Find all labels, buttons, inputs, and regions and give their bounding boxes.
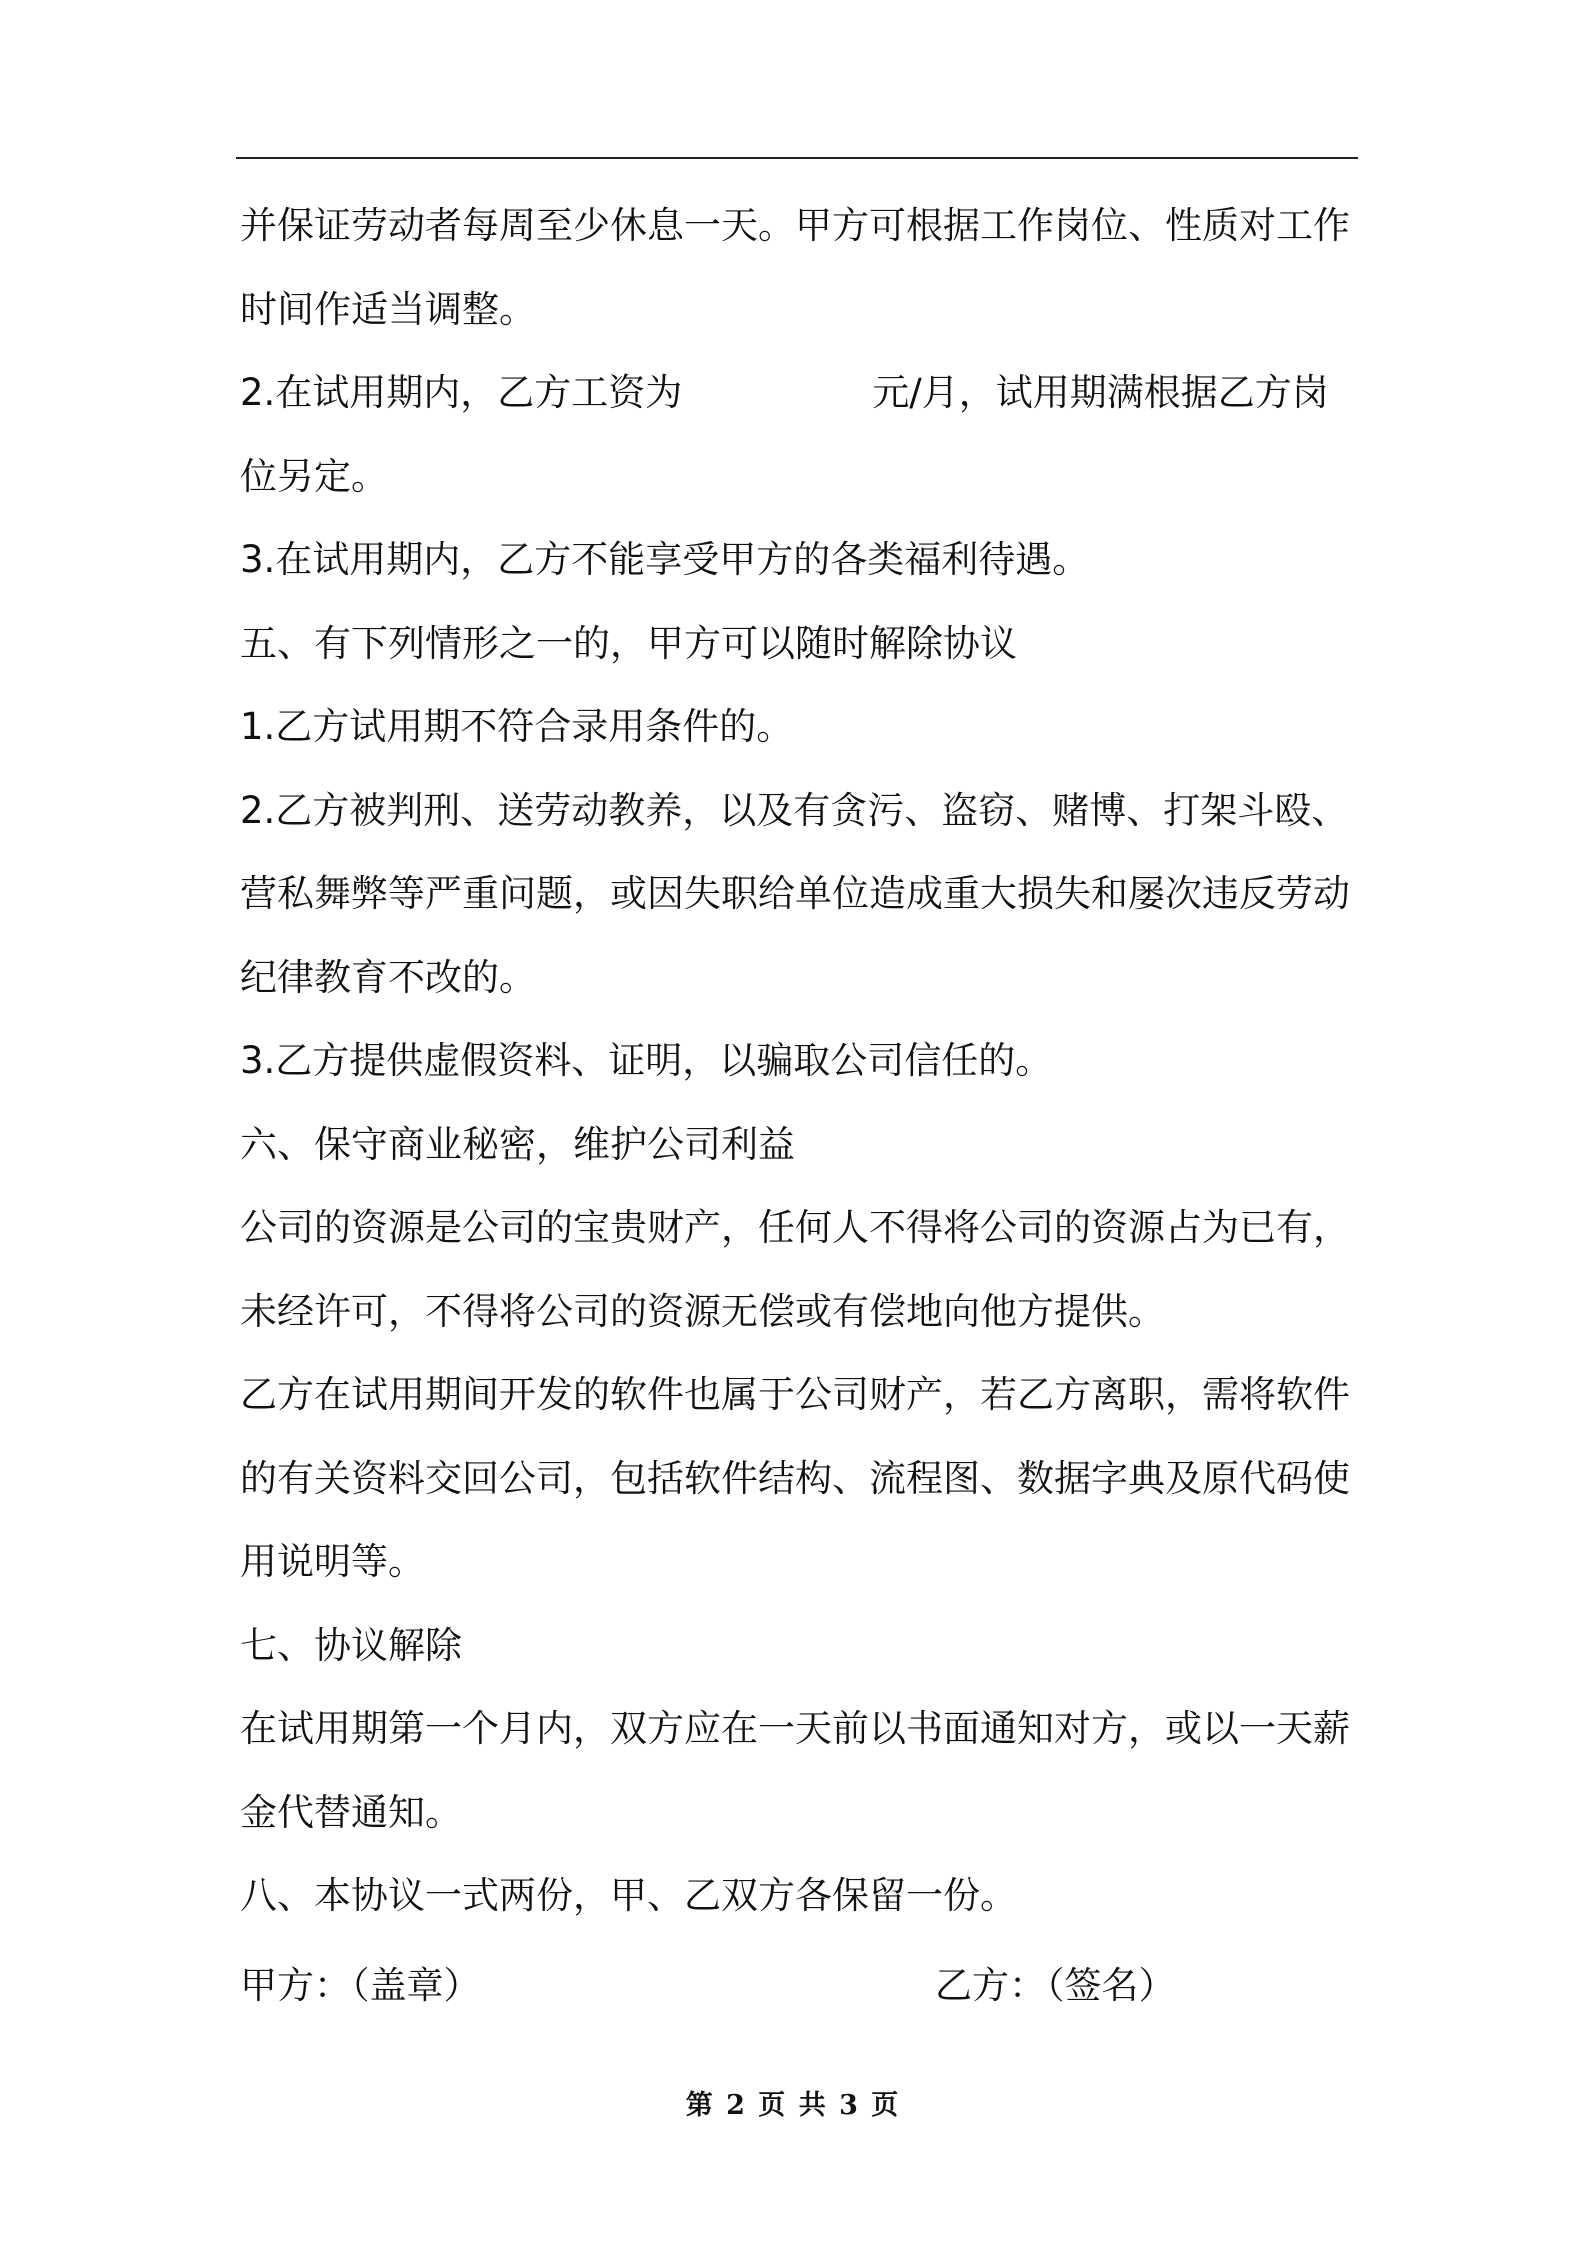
- paragraph-line: 营私舞弊等严重问题，或因失职给单位造成重大损失和屡次违反劳动: [240, 872, 1350, 915]
- paragraph-line: 纪律教育不改的。: [240, 955, 536, 999]
- paragraph-line: 公司的资源是公司的宝贵财产，任何人不得将公司的资源占为已有，: [240, 1206, 1350, 1249]
- paragraph-line: 并保证劳动者每周至少休息一天。甲方可根据工作岗位、性质对工作: [240, 204, 1350, 247]
- document-body: [240, 184, 1362, 1938]
- signature-row: [240, 1944, 1362, 2028]
- page-number: 第 2 页 共 3 页: [685, 2090, 901, 2121]
- party-a-signature: 甲方：（盖章）: [240, 1964, 481, 2007]
- section-heading: 五、有下列情形之一的，甲方可以随时解除协议: [240, 621, 1017, 665]
- salary-text-before: 2.在试用期内，乙方工资为: [240, 371, 683, 414]
- header-rule: [236, 157, 1358, 159]
- salary-line: [240, 351, 1362, 435]
- paragraph-line: 在试用期第一个月内，双方应在一天前以书面通知对方，或以一天薪: [240, 1707, 1350, 1750]
- paragraph-line: 3.乙方提供虚假资料、证明，以骗取公司信任的。: [240, 1039, 1053, 1082]
- party-b-signature: 乙方：（签名）: [935, 1964, 1176, 2007]
- section-heading: 七、协议解除: [240, 1623, 462, 1667]
- paragraph-line: 用说明等。: [240, 1540, 425, 1583]
- paragraph-line: 未经许可，不得将公司的资源无偿或有偿地向他方提供。: [240, 1289, 1165, 1333]
- paragraph-line: 2.乙方被判刑、送劳动教养，以及有贪污、盗窃、赌博、打架斗殴、: [240, 788, 1349, 832]
- section-heading: 六、保守商业秘密，维护公司利益: [240, 1122, 795, 1166]
- paragraph-line: 乙方在试用期间开发的软件也属于公司财产，若乙方离职，需将软件: [240, 1373, 1350, 1416]
- paragraph-line: 位另定。: [240, 454, 388, 498]
- paragraph-line: 1.乙方试用期不符合录用条件的。: [240, 705, 794, 748]
- paragraph-line: 时间作适当调整。: [240, 287, 536, 331]
- paragraph-line: 的有关资料交回公司，包括软件结构、流程图、数据字典及原代码使: [240, 1456, 1350, 1500]
- salary-text-after: 元/月，试用期满根据乙方岗: [872, 371, 1329, 414]
- section-heading: 八、本协议一式两份，甲、乙双方各保留一份。: [240, 1874, 1017, 1917]
- paragraph-line: 3.在试用期内，乙方不能享受甲方的各类福利待遇。: [240, 538, 1090, 581]
- paragraph-line: 金代替通知。: [240, 1790, 462, 1834]
